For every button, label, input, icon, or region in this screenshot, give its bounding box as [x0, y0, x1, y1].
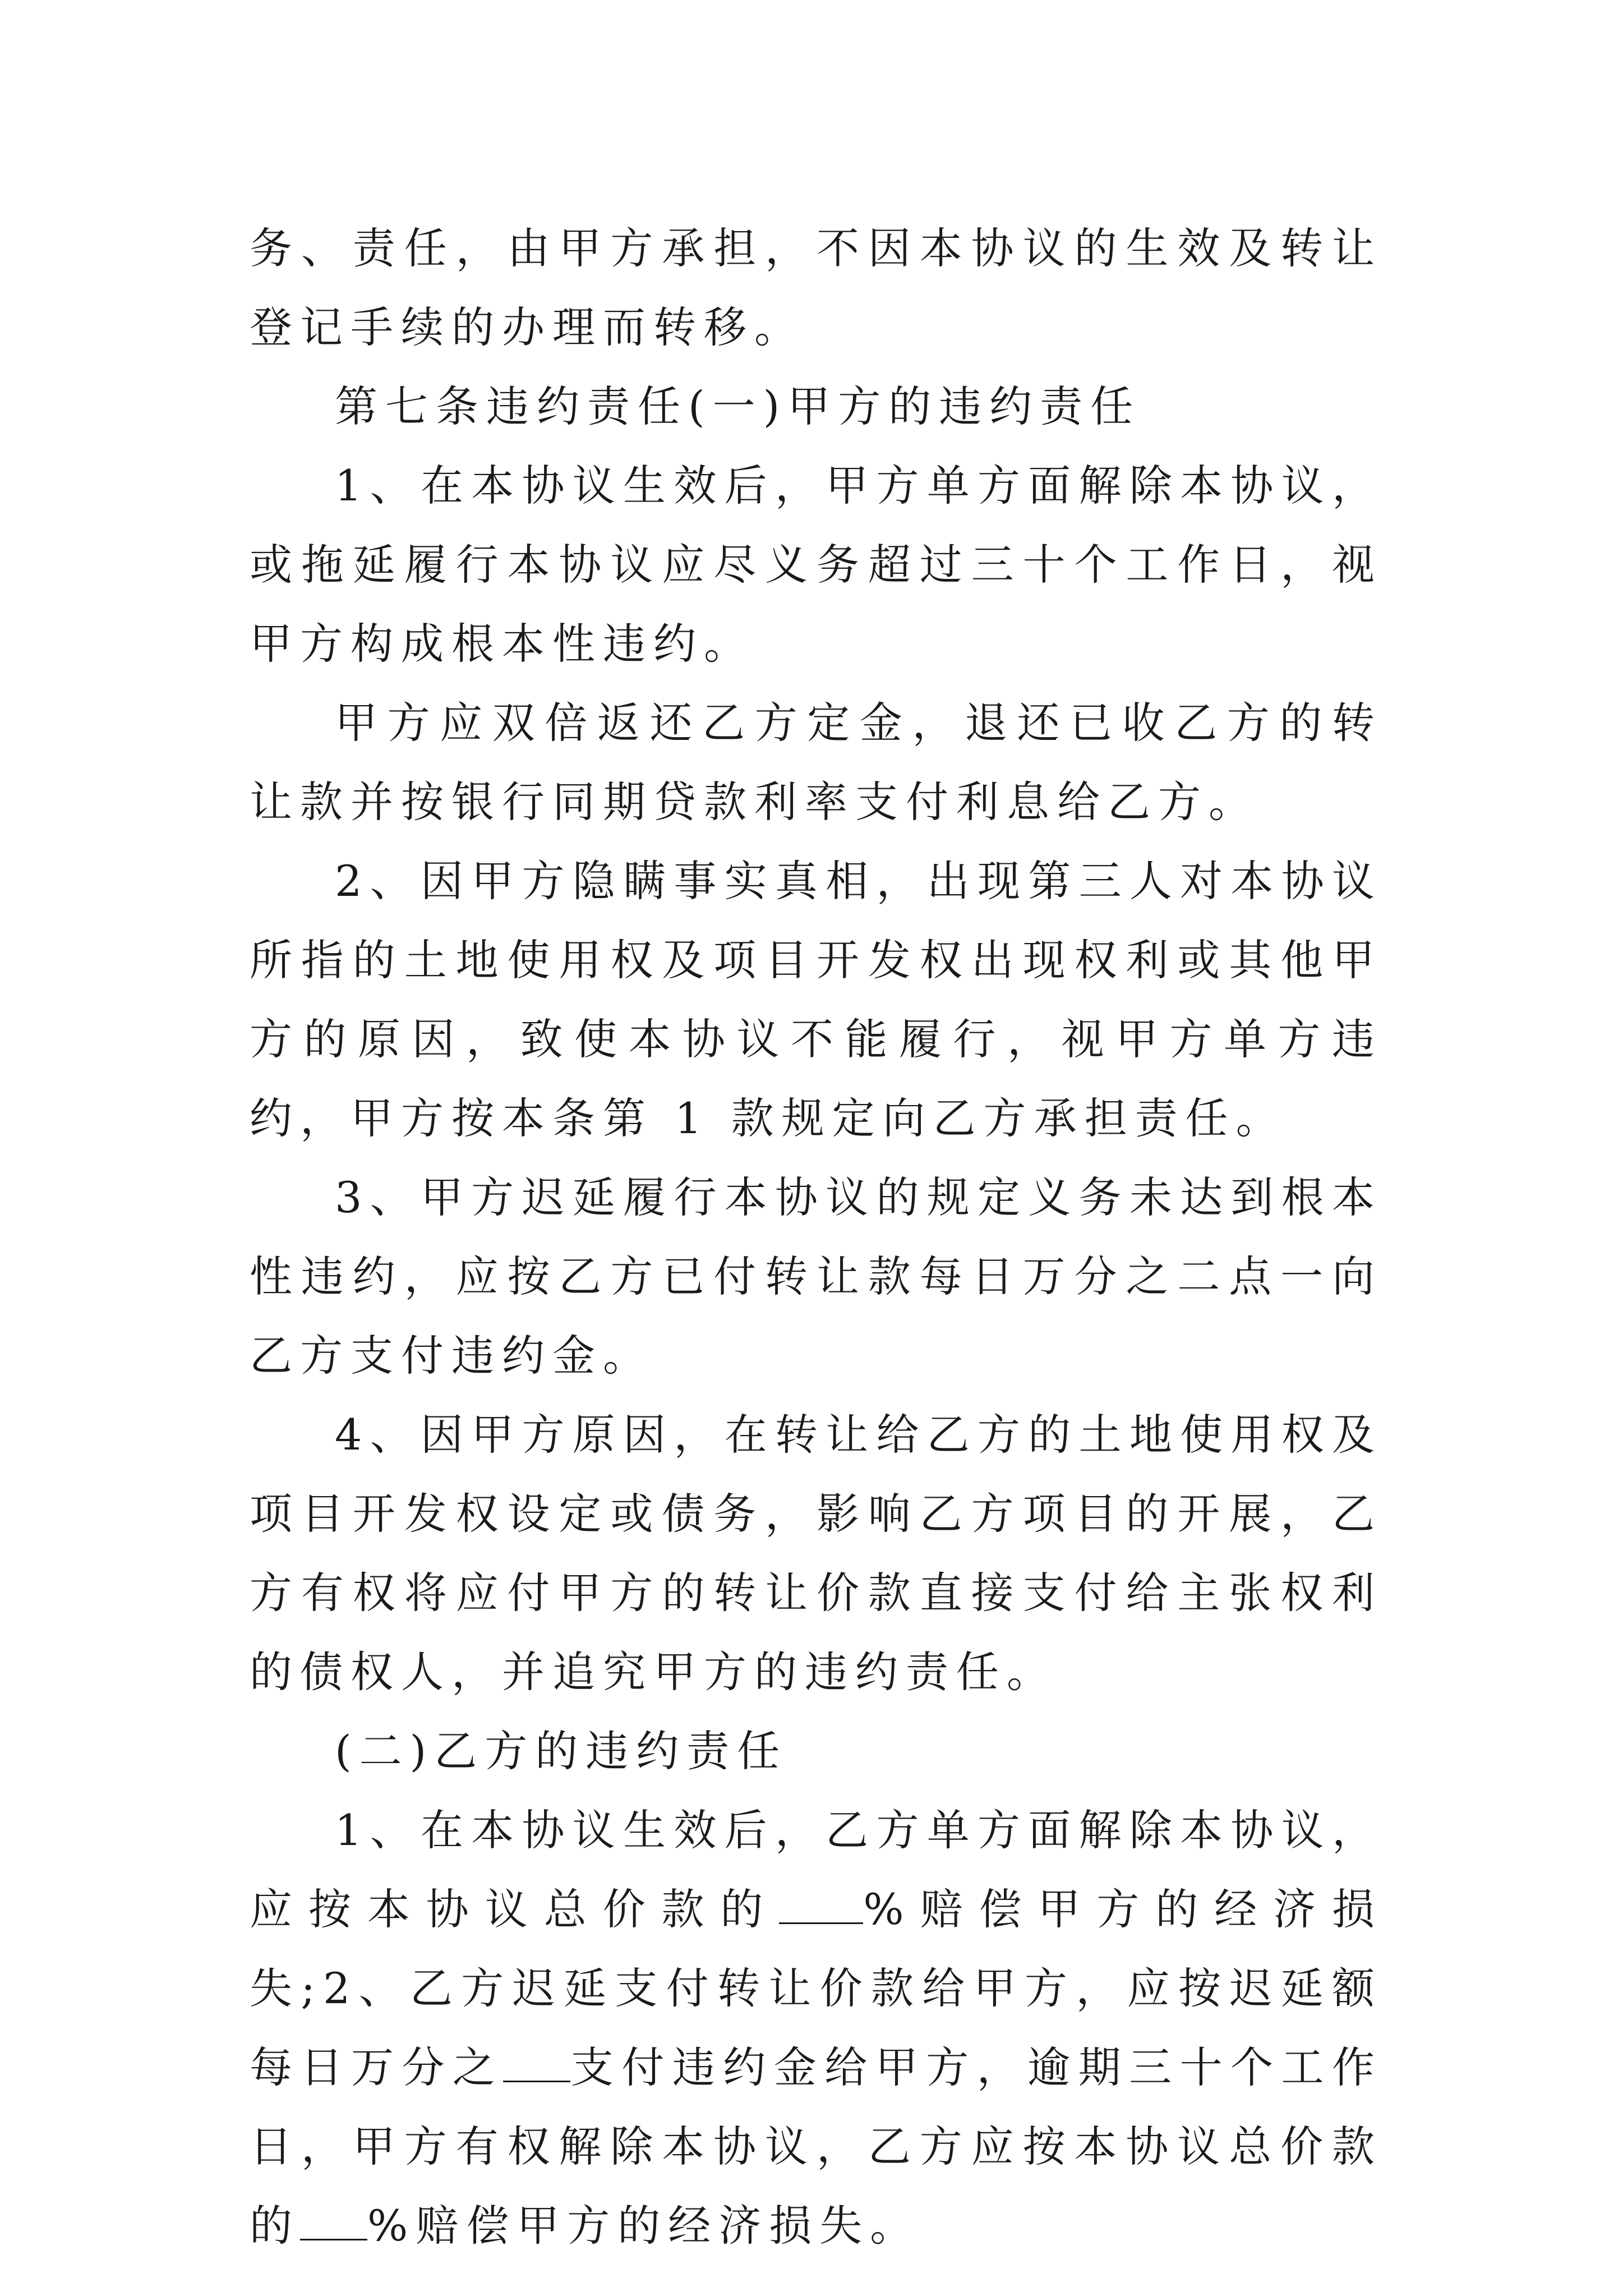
paragraph-party-a-clause-1: 1、在本协议生效后，甲方单方面解除本协议，或拖延履行本协议应尽义务超过三十个工作日，视甲方构成根本性违约。	[250, 461, 1382, 669]
paragraph-party-a-clause-3: 3、甲方迟延履行本协议的规定义务未达到根本性违约，应按乙方已付转让款每日万分之二点一向乙方支付违约金。	[250, 1172, 1382, 1381]
party-b-text-part-4: %赔偿甲方的经济损失。	[367, 2201, 921, 2251]
party-b-text-part-1: 1、在本协议生效后，乙方单方面解除本协议，应按本协议总价款的	[250, 1805, 1382, 1934]
paragraph-party-b-clauses	[250, 1791, 1382, 2265]
paragraph-continuation: 务、责任，由甲方承担，不因本协议的生效及转让登记手续的办理而转移。	[250, 223, 1382, 352]
party-b-text-part-3: 支付违约金给甲方，逾期三十个工作日，甲方有权解除本协议，乙方应按本协议总价款的	[250, 2042, 1383, 2251]
party-b-liability-heading: (二)乙方的违约责任	[335, 1726, 788, 1776]
paragraph-party-a-clause-2: 2、因甲方隐瞒事实真相，出现第三人对本协议所指的土地使用权及项目开发权出现权利或其他甲方的原因，致使本协议不能履行，视甲方单方违约，甲方按本条第 1 款规定向乙方承担责任。	[250, 856, 1382, 1143]
paragraph-party-a-clause-4: 4、因甲方原因，在转让给乙方的土地使用权及项目开发权设定或债务，影响乙方项目的开展，乙方有权将应付甲方的转让价款直接支付给主张权利的债权人，并追究甲方的违约责任。	[250, 1410, 1382, 1697]
blank-field-percentage-2	[300, 2205, 367, 2240]
document-body	[250, 209, 1382, 2265]
party-b-text-part-2: %赔偿甲方的经济损失;2、乙方迟延支付转让价款给甲方，应按迟延额每日万分之	[250, 1884, 1383, 2092]
blank-field-daily-rate	[503, 2047, 570, 2082]
blank-field-percentage-1	[779, 1889, 863, 1924]
paragraph-party-a-refund: 甲方应双倍返还乙方定金，退还已收乙方的转让款并按银行同期贷款利率支付利息给乙方。	[250, 698, 1382, 827]
article-seven-heading: 第七条违约责任(一)甲方的违约责任	[335, 381, 1141, 431]
